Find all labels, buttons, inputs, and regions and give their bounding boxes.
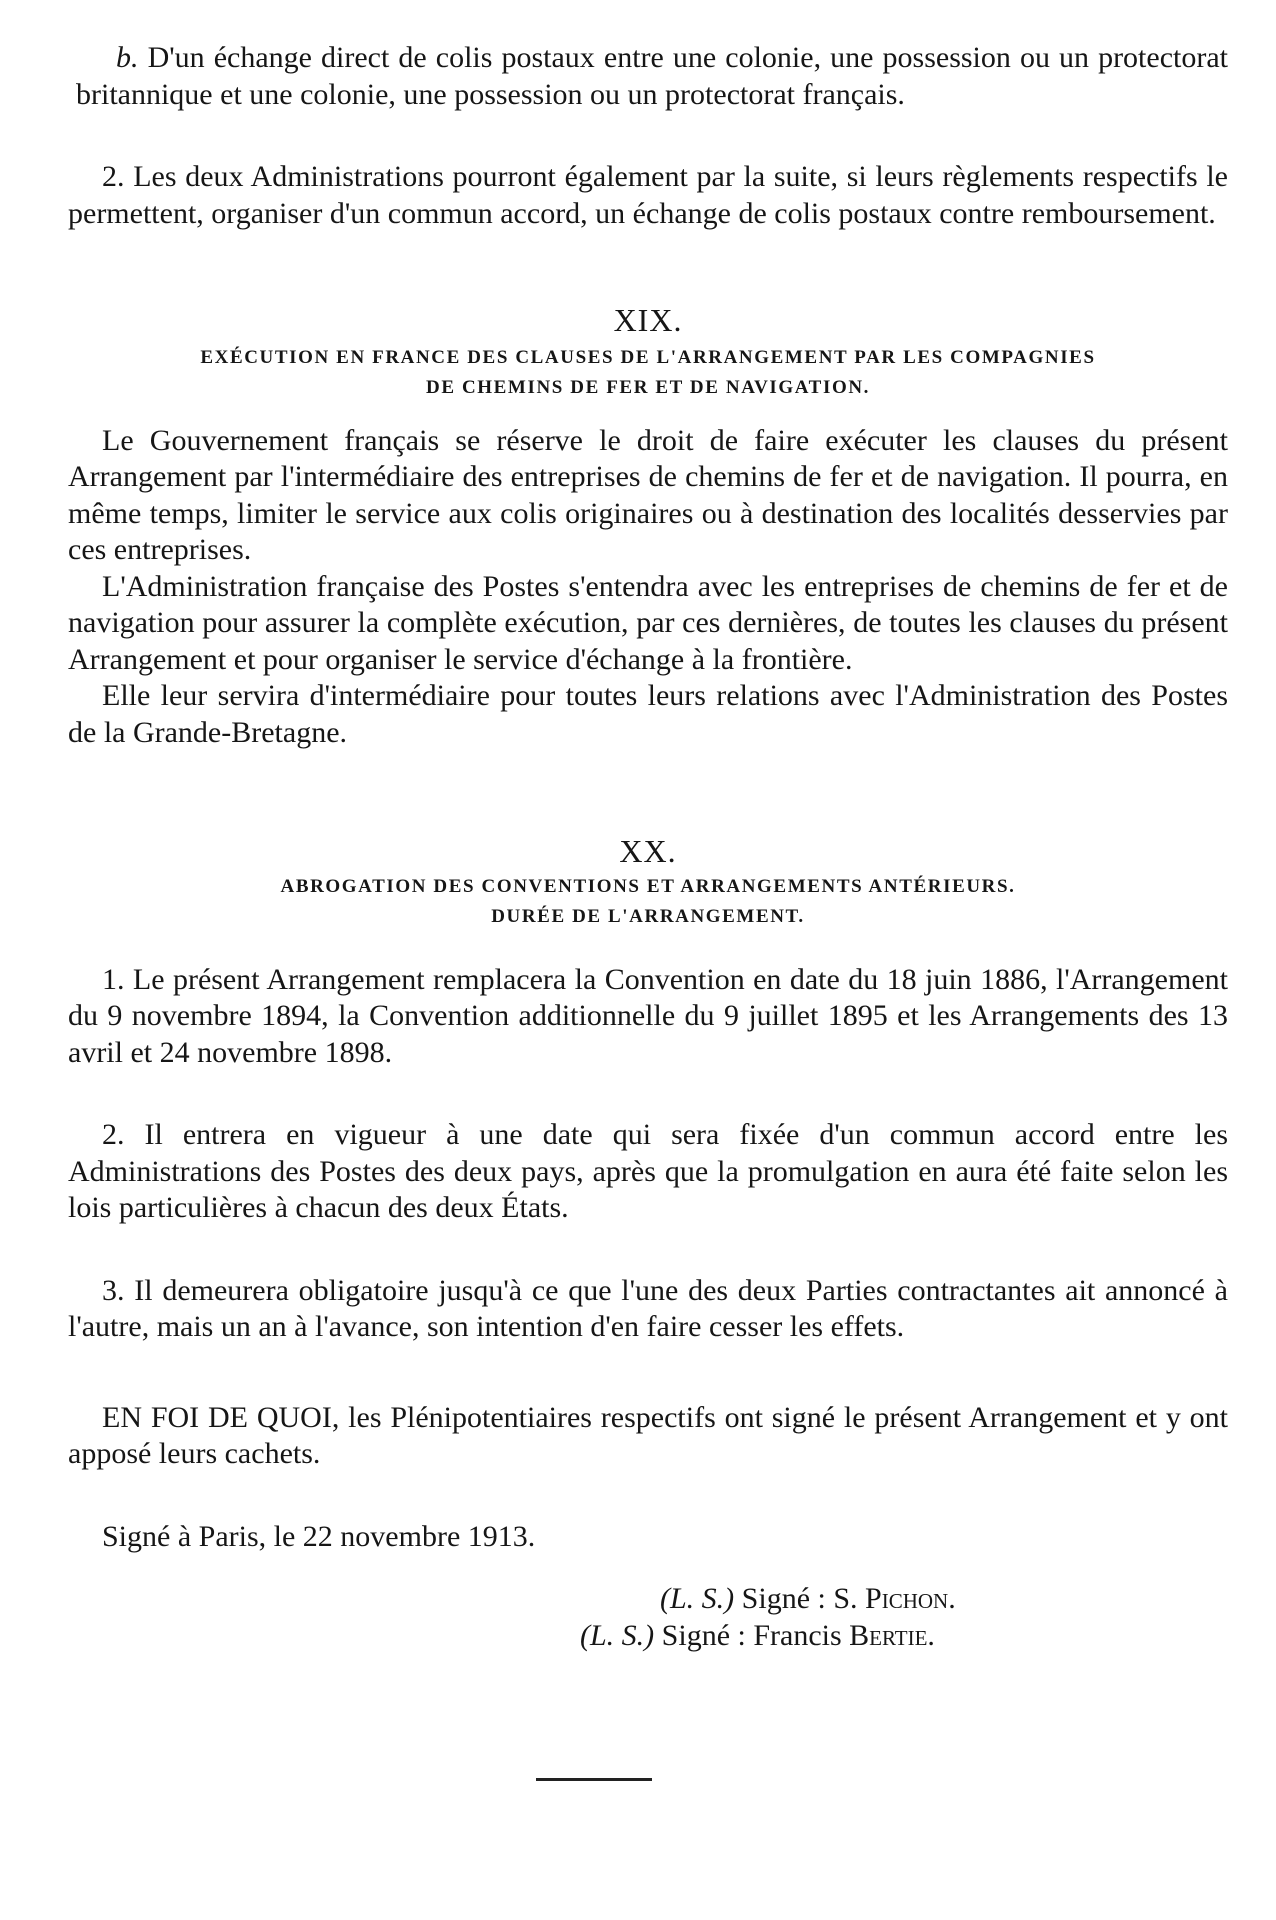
signature-block [68, 1581, 1228, 1654]
xix-paragraph-1: Le Gouvernement français se réserve le droit de faire exécuter les clauses du présent Arrangement par l'intermédiaire des entreprises de chemins de fer et de navigation. Il pourra, en même temps, limiter le service aux colis originaires ou à destination des localités desservies par ces entreprises. [68, 423, 1228, 566]
signature-label: Signé : S. [734, 1582, 866, 1615]
signature-line-1 [660, 1581, 1228, 1618]
closing-rule [536, 1778, 652, 1781]
xx-paragraph-2: 2. Il entrera en vigueur à une date qui sera fixée d'un commun accord entre les Administrations des Postes des deux pays, après que la promulgation en aura été faite selon les lois particulières à chacun des deux États. [68, 1118, 1228, 1224]
signature-period: . [948, 1582, 956, 1615]
xx-paragraph-1: 1. Le présent Arrangement remplacera la Convention en date du 18 juin 1886, l'Arrangement du 9 novembre 1894, la Convention additionnelle du 9 juillet 1895 et les Arrangements des 13 avril et 24 novembre 1898. [68, 962, 1228, 1069]
signed-place-date: Signé à Paris, le 22 novembre 1913. [102, 1519, 536, 1553]
closing-foi-paragraph: EN FOI DE QUOI, les Plénipotentiaires respectifs ont signé le présent Arrangement et y ont apposé leurs cachets. [68, 1400, 1228, 1470]
section-heading-xix-line2: DE CHEMINS DE FER ET DE NAVIGATION. [426, 376, 870, 398]
xx-paragraph-3: 3. Il demeurera obligatoire jusqu'à ce que l'une des deux Parties contractantes ait annoncé à l'autre, mais un an à l'avance, son intention d'en faire cesser les effets. [68, 1273, 1228, 1343]
xix-paragraph-2: L'Administration française des Postes s'entendra avec les entreprises de chemins de fer et de navigation pour assurer la complète exécution, par ces dernières, de toutes les clauses du présent Arrangement et pour organiser le service d'échange à la frontière. [68, 569, 1228, 676]
paragraph-item-b [76, 40, 1228, 113]
item-b-text: D'un échange direct de colis postaux entre une colonie, une possession ou un protectorat britannique et une colonie, une possession ou un protectorat français. [76, 41, 1228, 111]
section-heading-xx-line2: DURÉE DE L'ARRANGEMENT. [491, 905, 805, 927]
item-b-label: b. [116, 41, 139, 74]
spacer [68, 1473, 1228, 1519]
paragraph-2: 2. Les deux Administrations pourront également par la suite, si leurs règlements respectifs le permettent, organiser d'un commun accord, un échange de colis postaux contre remboursement. [68, 160, 1228, 230]
section-number-xx: XX. [619, 833, 677, 869]
signature-period: . [927, 1618, 935, 1652]
spacer [68, 232, 1228, 302]
section-number-xix: XIX. [613, 302, 683, 338]
spacer [68, 1071, 1228, 1117]
spacer [68, 1346, 1228, 1400]
signature-label: Signé : Francis [654, 1618, 850, 1652]
signature-line-2 [580, 1618, 1228, 1655]
document-page [68, 40, 1228, 1654]
signatory-name: Pichon [865, 1582, 949, 1615]
spacer [68, 1227, 1228, 1273]
xix-paragraph-3: Elle leur servira d'intermédiaire pour toutes leurs relations avec l'Administration des Postes de la Grande-Bretagne. [68, 679, 1228, 749]
section-heading-xx-line1: ABROGATION DES CONVENTIONS ET ARRANGEMENTS ANTÉRIEURS. [280, 875, 1016, 897]
seal-mark: (L. S.) [580, 1618, 655, 1652]
spacer [68, 113, 1228, 159]
spacer [68, 751, 1228, 833]
section-heading-xix-line1: EXÉCUTION EN FRANCE DES CLAUSES DE L'ARRANGEMENT PAR LES COMPAGNIES [200, 346, 1096, 368]
seal-mark: (L. S.) [660, 1582, 735, 1615]
signatory-name: Bertie [849, 1618, 928, 1652]
